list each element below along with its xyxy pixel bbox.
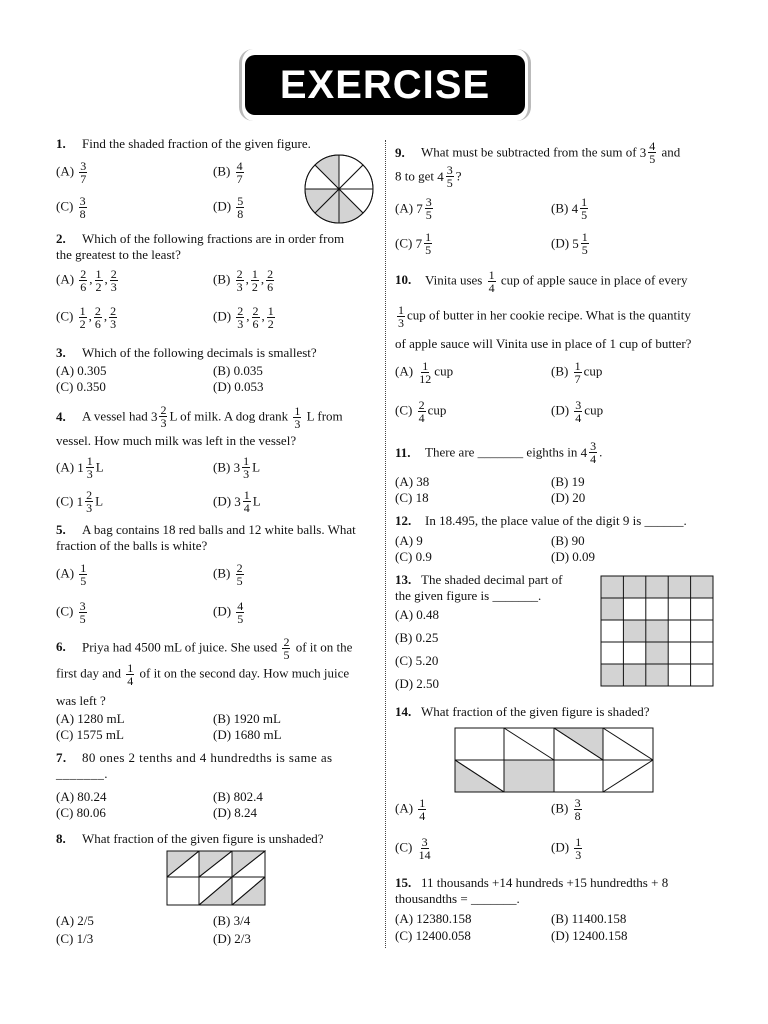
option-13d[interactable]: (D) 2.50 — [395, 676, 440, 691]
option-8a[interactable]: (A) 2/5 — [56, 913, 94, 928]
option-12c[interactable]: (C) 0.9 — [395, 549, 432, 564]
option-4d[interactable]: (D) 3 $\frac{1}{4}$ L — [213, 488, 261, 515]
option-12b[interactable]: (B) 90 — [551, 533, 585, 548]
question-6-line3: was left ? — [56, 693, 106, 708]
option-11b[interactable]: (B) 19 — [551, 474, 585, 489]
question-10-line2: $\frac{1}{3}$ cup of butter in her cookie recipe. What is the quantity — [398, 303, 691, 330]
question-10-line3: of apple sauce will Vinita use in place of 1 cup of butter? — [395, 336, 692, 351]
option-15c[interactable]: (C) 12400.058 — [395, 928, 471, 943]
option-1b[interactable]: (B) $\frac{4}{7}$ — [213, 159, 243, 186]
circle-figure — [303, 153, 375, 225]
grid-figure-q13 — [600, 575, 714, 688]
option-6d[interactable]: (D) 1680 mL — [213, 727, 282, 742]
question-5: 5. A bag contains 18 red balls and 12 white balls. What fraction of the balls is white? — [56, 522, 356, 553]
option-14b[interactable]: (B) $\frac{3}{8}$ — [551, 796, 581, 823]
option-11a[interactable]: (A) 38 — [395, 474, 430, 489]
question-15: 15. 11 thousands +14 hundreds +15 hundredths + 8 thousandths = _______. — [395, 875, 669, 906]
option-14c[interactable]: (C) $\frac{3}{14}$ — [395, 835, 431, 862]
option-3a[interactable]: (A) 0.305 — [56, 363, 107, 378]
question-13: 13. The shaded decimal part of the given figure is _______. — [395, 572, 563, 603]
question-text: Find the shaded fraction of the given figure. — [82, 136, 311, 151]
option-7c[interactable]: (C) 80.06 — [56, 805, 106, 820]
option-9d[interactable]: (D) 5 $\frac{1}{5}$ — [551, 230, 588, 257]
option-5b[interactable]: (B) $\frac{2}{5}$ — [213, 561, 243, 588]
option-7a[interactable]: (A) 80.24 — [56, 789, 107, 804]
question-9: 9. What must be subtracted from the sum of 3 $\frac{4}{5}$ and — [395, 139, 681, 166]
option-4a[interactable]: (A) 1 $\frac{1}{3}$ L — [56, 454, 104, 481]
question-4-line2: vessel. How much milk was left in the vessel? — [56, 433, 297, 448]
option-7b[interactable]: (B) 802.4 — [213, 789, 263, 804]
option-14d[interactable]: (D) $\frac{1}{3}$ — [551, 835, 582, 862]
option-13b[interactable]: (B) 0.25 — [395, 630, 439, 645]
title-banner — [245, 55, 525, 115]
option-14a[interactable]: (A) $\frac{1}{4}$ — [395, 796, 426, 823]
question-3: 3. Which of the following decimals is smallest? — [56, 345, 317, 360]
question-6-line2: first day and $\frac{1}{4}$ of it on the second day. How much juice — [56, 661, 350, 688]
option-6c[interactable]: (C) 1575 mL — [56, 727, 124, 742]
question-11: 11. There are _______ eighths in 4 $\frac{3}{4}$ . — [395, 439, 603, 466]
rectangle-figure-q8 — [166, 850, 266, 906]
option-3d[interactable]: (D) 0.053 — [213, 379, 264, 394]
option-4c[interactable]: (C) 1 $\frac{2}{3}$ L — [56, 488, 104, 515]
option-1d[interactable]: (D) $\frac{5}{8}$ — [213, 194, 244, 221]
option-12d[interactable]: (D) 0.09 — [551, 549, 596, 564]
option-3b[interactable]: (B) 0.035 — [213, 363, 263, 378]
option-15a[interactable]: (A) 12380.158 — [395, 911, 472, 926]
question-number: 1. — [56, 136, 66, 151]
option-9a[interactable]: (A) 7 $\frac{3}{5}$ — [395, 195, 432, 222]
option-12a[interactable]: (A) 9 — [395, 533, 423, 548]
option-2b[interactable]: (B) $\frac{2}{3}$ , $\frac{1}{2}$ , $\frac{2}{6}$ — [213, 267, 274, 294]
option-10a[interactable]: (A) $\frac{1}{12}$ cup — [395, 359, 454, 386]
option-1a[interactable]: (A) $\frac{3}{7}$ — [56, 159, 87, 186]
option-11d[interactable]: (D) 20 — [551, 490, 586, 505]
option-8c[interactable]: (C) 1/3 — [56, 931, 94, 946]
option-1c[interactable]: (C) $\frac{3}{8}$ — [56, 194, 86, 221]
option-13c[interactable]: (C) 5.20 — [395, 653, 439, 668]
option-11c[interactable]: (C) 18 — [395, 490, 429, 505]
option-8d[interactable]: (D) 2/3 — [213, 931, 251, 946]
option-10b[interactable]: (B) $\frac{1}{7}$ cup — [551, 359, 603, 386]
option-9c[interactable]: (C) 7 $\frac{1}{5}$ — [395, 230, 432, 257]
option-5a[interactable]: (A) $\frac{1}{5}$ — [56, 561, 87, 588]
option-9b[interactable]: (B) 4 $\frac{1}{5}$ — [551, 195, 588, 222]
question-14: 14. What fraction of the given figure is shaded? — [395, 704, 650, 719]
rectangle-figure-q14 — [454, 727, 654, 793]
question-6: 6. Priya had 4500 mL of juice. She used $\frac{2}{5}$ of it on the — [56, 635, 353, 662]
option-2c[interactable]: (C) $\frac{1}{2}$ , $\frac{2}{6}$ , $\frac{2}{3}$ — [56, 304, 117, 331]
option-15d[interactable]: (D) 12400.158 — [551, 928, 628, 943]
option-2d[interactable]: (D) $\frac{2}{3}$ , $\frac{2}{6}$ , $\frac{1}{2}$ — [213, 304, 274, 331]
page-title: EXERCISE — [279, 63, 491, 107]
option-8b[interactable]: (B) 3/4 — [213, 913, 251, 928]
option-13a[interactable]: (A) 0.48 — [395, 607, 440, 622]
option-15b[interactable]: (B) 11400.158 — [551, 911, 627, 926]
option-4b[interactable]: (B) 3 $\frac{1}{3}$ L — [213, 454, 261, 481]
option-6a[interactable]: (A) 1280 mL — [56, 711, 125, 726]
option-3c[interactable]: (C) 0.350 — [56, 379, 106, 394]
question-4: 4. A vessel had 3 $\frac{2}{3}$ L of milk. A dog drank $\frac{1}{3}$ L from — [56, 403, 343, 432]
option-10d[interactable]: (D) $\frac{3}{4}$ cup — [551, 398, 604, 425]
question-12: 12. In 18.495, the place value of the digit 9 is ______. — [395, 513, 687, 528]
question-7: 7. 80 ones 2 tenths and 4 hundredths is same as _______. — [56, 750, 333, 781]
question-9-line2: 8 to get 4 $\frac{3}{5}$ ? — [395, 163, 462, 190]
option-10c[interactable]: (C) $\frac{2}{4}$ cup — [395, 398, 447, 425]
question-2: 2. Which of the following fractions are in order from the greatest to the least? — [56, 231, 345, 262]
column-divider — [385, 140, 386, 948]
question-1 — [56, 136, 311, 152]
question-10: 10. Vinita uses $\frac{1}{4}$ cup of apple sauce in place of every — [395, 268, 688, 295]
option-5c[interactable]: (C) $\frac{3}{5}$ — [56, 599, 86, 626]
option-6b[interactable]: (B) 1920 mL — [213, 711, 281, 726]
question-8: 8. What fraction of the given figure is unshaded? — [56, 831, 324, 846]
option-2a[interactable]: (A) $\frac{2}{6}$ , $\frac{1}{2}$ , $\frac{2}{3}$ — [56, 267, 117, 294]
option-5d[interactable]: (D) $\frac{4}{5}$ — [213, 599, 244, 626]
option-7d[interactable]: (D) 8.24 — [213, 805, 258, 820]
